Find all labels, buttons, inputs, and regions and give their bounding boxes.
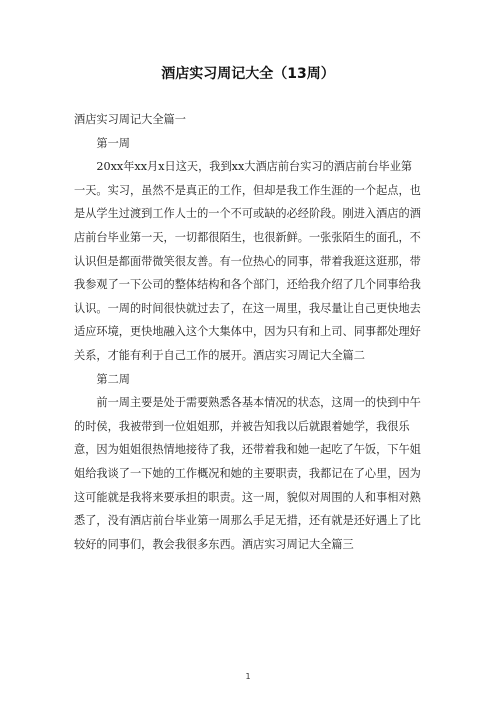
week-heading: 第二周: [96, 372, 130, 386]
week-heading: 第一周: [96, 136, 130, 150]
document-title: 酒店实习周记大全（13周）: [161, 66, 335, 82]
document-body: [74, 108, 422, 556]
body-paragraph: 20xx年xx月x日这天，我到xx大酒店前台实习的酒店前台毕业第一天。实习，虽然不是真正的工作，但却是我工作生涯的一个起点，也是从学生过渡到工作人士的一个不可或缺的必经阶段。刚进入酒店的酒店前台毕业第一天，一切都很陌生，也很新鲜。一张张陌生的面孔，不认识但是都面带微笑很友善。有一位热心的同事，带着我逛这逛那，带我参观了一下公司的整体结构和各个部门，还给我介绍了几个同事给我认识。一周的时间很快就过去了，在这一周里，我尽量让自己更快地去适应环境，更快地融入这个大集体中，因为只有和上司、同事都处理好关系，才能有利于自己工作的展开。酒店实习周记大全篇二: [74, 160, 421, 362]
page-number: 1: [245, 672, 251, 681]
body-paragraph: 前一周主要是处于需要熟悉各基本情况的状态，这周一的快到中午的时侯，我被带到一位姐姐那，并被告知我以后就跟着她学，我很乐意，因为姐姐很热情地接待了我，还带着我和她一起吃了午饭，下午姐姐给我谈了一下她的工作概况和她的主要职责，我都记在了心里，因为这可能就是我将来要承担的职责。这一周，貌似对周围的人和事相对熟悉了，没有酒店前台毕业第一周那么手足无措，还有就是还好遇上了比较好的同事们，教会我很多东西。酒店实习周记大全篇三: [74, 396, 421, 551]
section-heading: 酒店实习周记大全篇一: [74, 113, 186, 126]
